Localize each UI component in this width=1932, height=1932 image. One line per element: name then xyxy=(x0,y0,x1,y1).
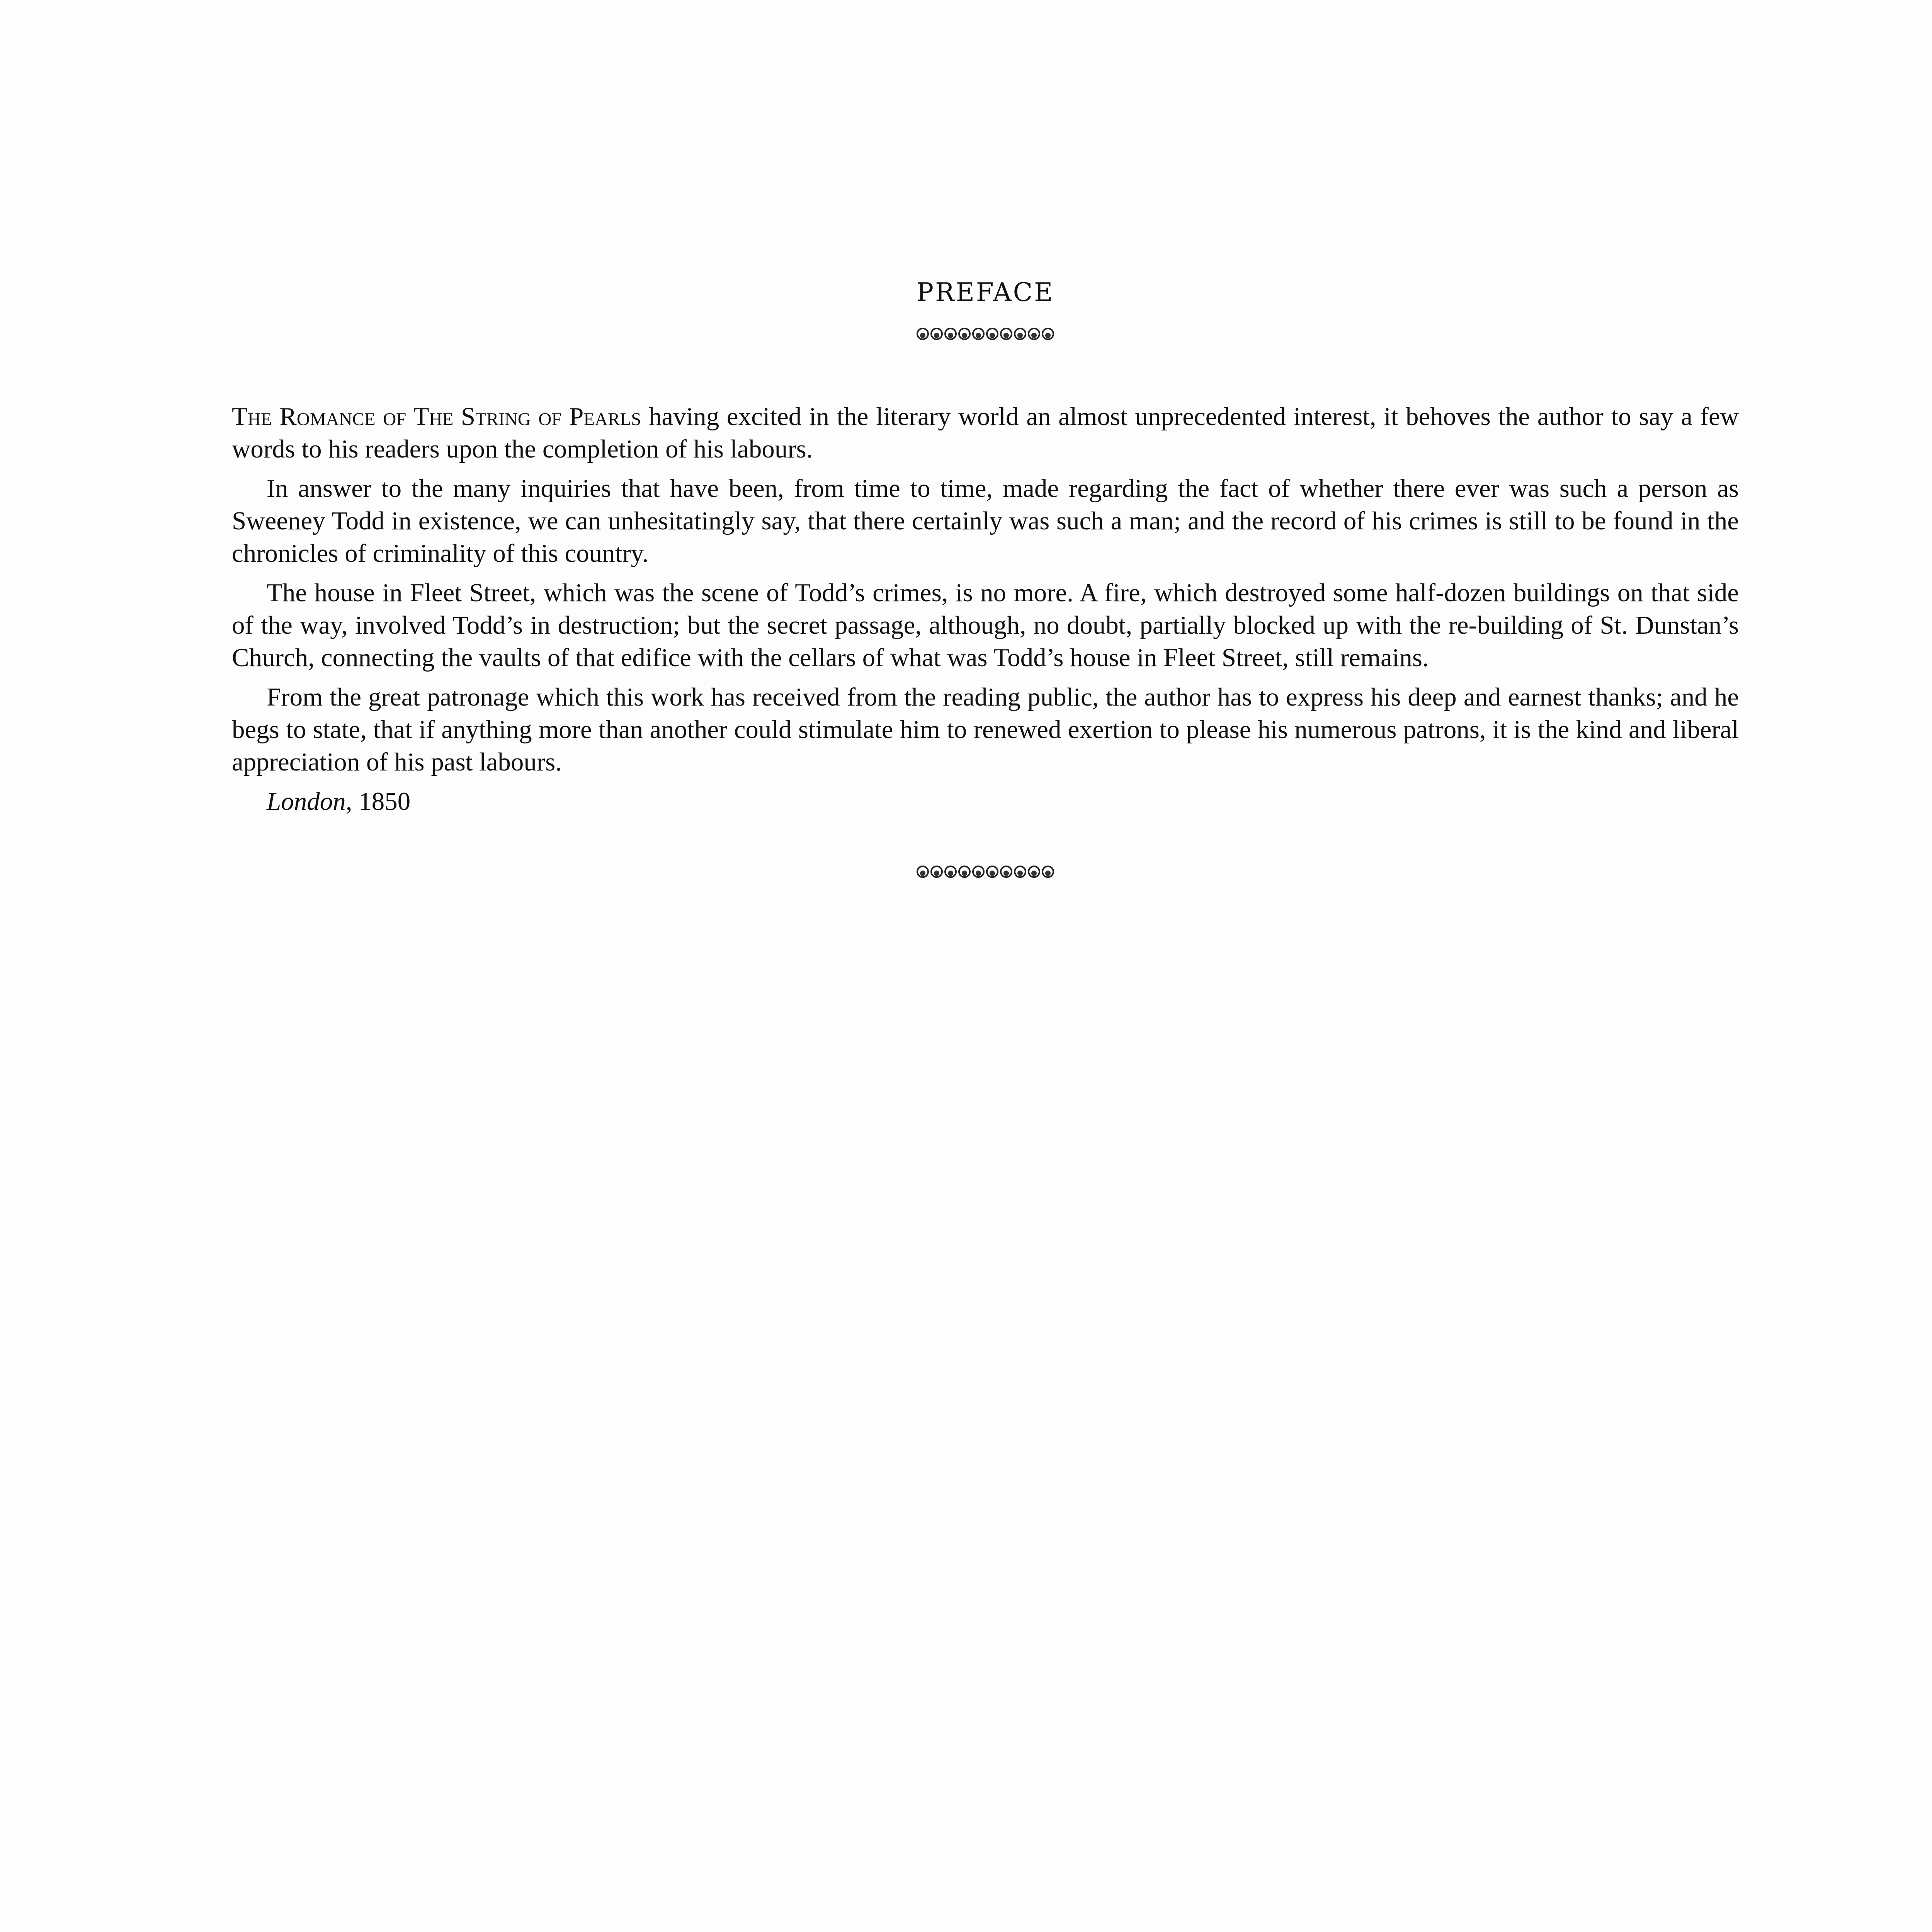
signoff-place: London xyxy=(267,787,346,816)
pearl-bead-shade xyxy=(934,871,939,876)
signoff xyxy=(232,785,1739,818)
pearl-bead-shade xyxy=(976,871,981,876)
pearl-bead-shade xyxy=(1003,871,1009,876)
preface-body xyxy=(232,400,1739,825)
paragraph-2: In answer to the many inquiries that have been, from time to time, made regarding the fact of whether there ever was such a person as Sweeney Todd in existence, we can unhesitatingly say, that there certainly was such a man; and the record of his crimes is still to be found in the chronicles of criminality of this country. xyxy=(232,474,1739,568)
paragraph-3: The house in Fleet Street, which was the scene of Todd’s crimes, is no more. A fire, which destroyed some half-dozen buildings on that side of the way, involved Todd’s in destruction; but the secret passage, although, no doubt, partially blocked up with the re-building of St. Dunstan’s Church, connecting the vaults of that edifice with the cellars of what was Todd’s house in Fleet Street, still remains. xyxy=(232,578,1739,672)
top-ornament xyxy=(0,327,1932,342)
pearl-bead-shade xyxy=(948,871,953,876)
pearl-bead-shade xyxy=(1045,871,1051,876)
pearl-bead-shade xyxy=(948,333,953,338)
page-title: PREFACE xyxy=(916,277,1054,307)
paragraph-1-text: having excited in the literary world an almost unprecedented interest, it behoves the author to say a few words to his readers upon the completion of his labours. xyxy=(232,402,1739,463)
pearl-bead-shade xyxy=(1017,333,1023,338)
pearl-bead-shade xyxy=(962,333,967,338)
pearl-bead-shade xyxy=(1045,333,1051,338)
pearl-bead-shade xyxy=(962,871,967,876)
paragraph-4: From the great patronage which this work has received from the reading public, the author has to express his deep and earnest thanks; and he begs to state, that if anything more than another could stimulate him to renewed exertion to please his numerous patrons, it is the kind and liberal appreciation of his past labours. xyxy=(232,683,1739,776)
pearl-bead-shade xyxy=(990,333,995,338)
pearl-bead-shade xyxy=(1031,333,1037,338)
pearl-bead-shade xyxy=(920,871,925,876)
bottom-ornament xyxy=(0,865,1932,880)
paragraph-1 xyxy=(232,400,1739,465)
signoff-year: , 1850 xyxy=(345,787,411,816)
pearl-bead-shade xyxy=(990,871,995,876)
pearl-bead-shade xyxy=(1031,871,1037,876)
pearl-bead-shade xyxy=(934,333,939,338)
book-title: The Romance of The String of Pearls xyxy=(232,402,641,431)
pearl-bead-shade xyxy=(976,333,981,338)
pearl-bead-shade xyxy=(1003,333,1009,338)
pearl-bead-shade xyxy=(920,333,925,338)
pearl-bead-shade xyxy=(1017,871,1023,876)
